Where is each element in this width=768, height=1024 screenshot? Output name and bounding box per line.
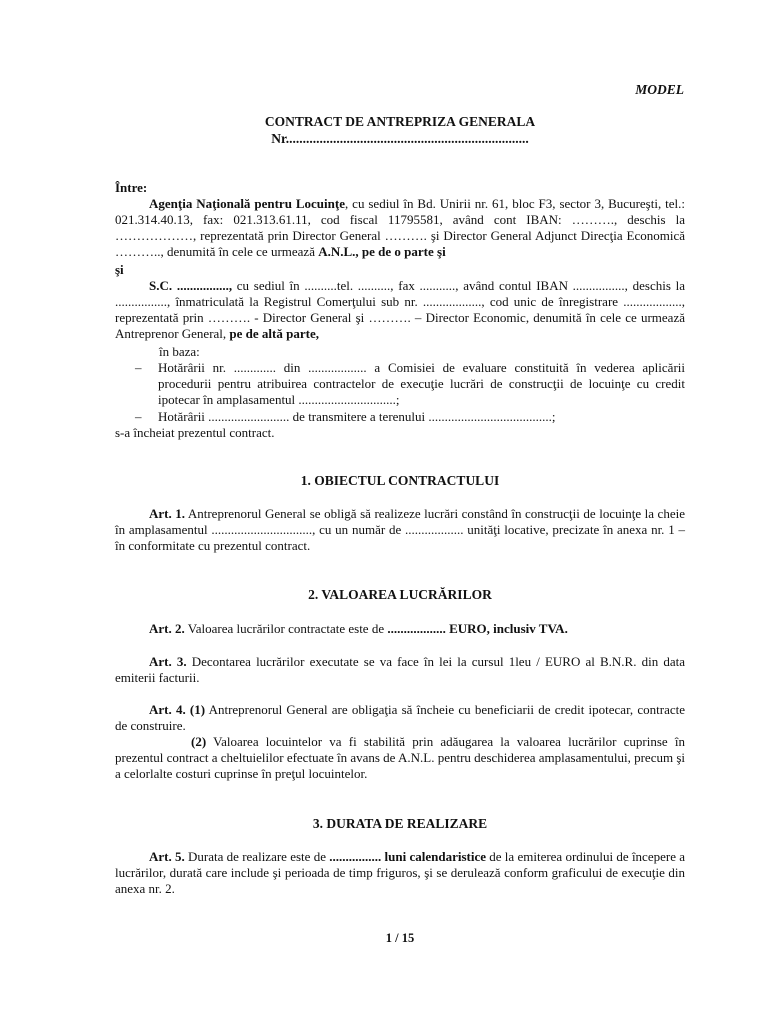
article-duration: ................ luni calendaristice	[329, 849, 486, 864]
basis-item-1: Hotărârii nr. ............. din .................. a Comisiei de evaluare constituită în vederea aplicării procedurii pentru atribuirea contractelor de execuţie lucrări de construcţii de locuinţe cu credit ipotecar în amplasamentul ..............................;	[158, 360, 685, 407]
article-text: Valoarea locuintelor va fi stabilită prin adăugarea la valoarea lucrărilor cuprinse în prezentul contract a cheltuielilor efectuate în avans de A.N.L. pentru deschiderea amplasamentului, precum şi a celorlalte costuri cuprinse în preţul locuintelor.	[115, 734, 685, 781]
article-label: Art. 1.	[149, 506, 186, 521]
anl-designation: A.N.L., pe de o parte şi	[318, 244, 446, 259]
contract-concluded: s-a încheiat prezentul contract.	[115, 425, 275, 440]
article-text: de la emiterea ordinului de începere a lucrărilor, durată care include şi perioada de timp friguros, şi se derulează conform graficului de execuţie din anexa nr. 2.	[115, 849, 686, 896]
party-anl	[115, 196, 685, 260]
article-label: (2)	[191, 734, 207, 749]
anl-name: Agenţia Naţională pentru Locuinţe	[149, 196, 345, 211]
article-text: Antreprenorul General are obligaţia să încheie cu beneficiarii de credit ipotecar, contracte de construire.	[115, 702, 685, 733]
parties-intro: Între:	[115, 180, 148, 195]
page-number: 1 / 15	[385, 931, 415, 945]
article-1	[115, 506, 685, 554]
section-heading: 3. DURATA DE REALIZARE	[312, 816, 488, 831]
contract-title: CONTRACT DE ANTREPRIZA GENERALA	[264, 114, 536, 129]
contractor-details: cu sediul în ..........tel. .........., fax ..........., având contul IBAN ................, deschis la ................, înmatriculată la Registrul Comerţului sub nr. .................., cod unic de înregistrare .................., reprezentată prin ………. - Director General şi ………. – Director Economic, denumită în cele ce urmează Antreprenor General,	[115, 278, 685, 341]
article-label: Art. 5.	[149, 849, 185, 864]
article-4-paragraph-2	[115, 734, 685, 782]
article-label: Art. 3.	[149, 654, 187, 669]
article-3	[115, 654, 685, 686]
article-text: Antreprenorul General se obligă să realizeze lucrări constând în construcţii de locuinţe la cheie în amplasamentul ..............................., cu un număr de .................. unităţi locative, precizate în anexa nr. 1 – în conformitate cu prezentul contract.	[115, 506, 685, 553]
section-heading: 1. OBIECTUL CONTRACTULUI	[300, 473, 500, 488]
anl-details: , cu sediul în Bd. Unirii nr. 61, bloc F3, sector 3, Bucureşti, tel.: 021.314.40.13, fax: 021.313.61.11, cod fiscal 11795581, având cont IBAN: ………., deschis la ………………, reprezentată prin Director General ………. şi Director General Adjunct Direcţia Economică ……….., denumită în cele ce urmează	[115, 196, 685, 259]
contract-number: Nr........................................................................	[271, 131, 529, 146]
article-label: Art. 2.	[149, 621, 185, 636]
and-connector: şi	[115, 262, 124, 277]
basis-label: în baza:	[159, 344, 200, 359]
contractor-designation: pe de altă parte,	[229, 326, 319, 341]
article-value: .................. EURO, inclusiv TVA.	[387, 621, 568, 636]
article-4	[115, 702, 685, 734]
article-text: Valoarea lucrărilor contractate este de	[184, 621, 388, 636]
list-item	[115, 409, 685, 425]
article-2	[115, 621, 685, 637]
article-label: Art. 4. (1)	[149, 702, 206, 717]
list-dash: –	[135, 409, 142, 424]
article-text: Decontarea lucrărilor executate se va face în lei la cursul 1leu / EURO al B.N.R. din data emiterii facturii.	[115, 654, 685, 685]
basis-item-2: Hotărârii ......................... de transmitere a terenului ......................................;	[158, 409, 556, 424]
article-5	[115, 849, 685, 897]
list-dash: –	[135, 360, 142, 375]
section-heading: 2. VALOAREA LUCRĂRILOR	[308, 587, 492, 602]
article-text: Durata de realizare este de	[184, 849, 330, 864]
party-contractor	[115, 278, 685, 342]
model-label: MODEL	[635, 82, 684, 97]
list-item	[115, 360, 685, 408]
contractor-name: S.C. ................,	[149, 278, 233, 293]
